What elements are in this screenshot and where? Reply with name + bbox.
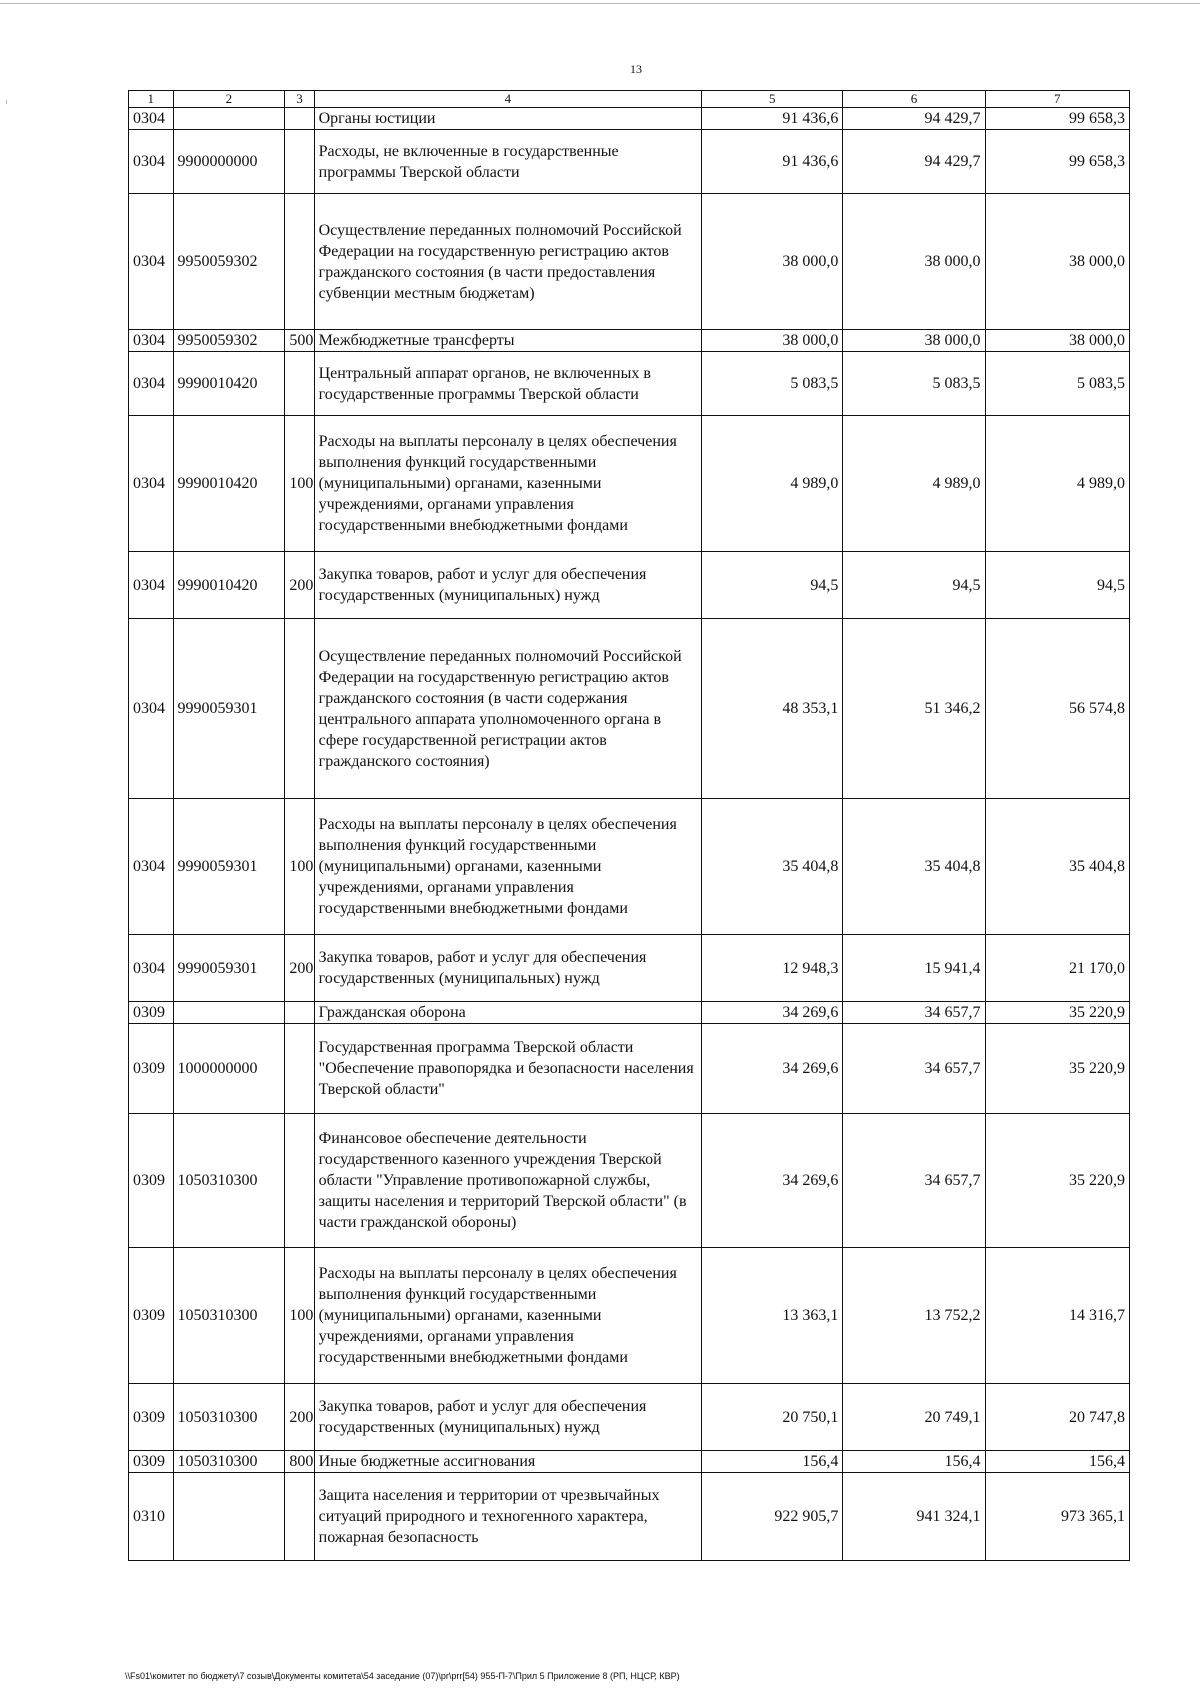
section-code: 0309 [129, 1451, 174, 1473]
table-row [129, 1002, 1130, 1024]
item-name: Закупка товаров, работ и услуг для обеспечения государственных (муниципальных) нужд [314, 552, 702, 619]
header-cell: 4 [314, 91, 702, 108]
item-name: Закупка товаров, работ и услуг для обеспечения государственных (муниципальных) нужд [314, 935, 702, 1002]
item-name: Финансовое обеспечение деятельности государственного казенного учреждения Тверской области "Управление противопожарной службы, защиты населения и территорий Тверской области" (в части гражданской обороны) [314, 1114, 702, 1248]
amount-col5: 4 989,0 [702, 416, 843, 552]
expense-type-code [285, 1002, 314, 1024]
amount-col6: 4 989,0 [843, 416, 985, 552]
target-code: 1050310300 [173, 1114, 285, 1248]
budget-table [128, 90, 1130, 1561]
amount-col6: 94 429,7 [843, 108, 985, 130]
amount-col6: 34 657,7 [843, 1114, 985, 1248]
section-code: 0309 [129, 1248, 174, 1384]
target-code: 9990010420 [173, 352, 285, 416]
item-name: Межбюджетные трансферты [314, 330, 702, 352]
expense-type-code [285, 1024, 314, 1114]
amount-col7: 5 083,5 [985, 352, 1129, 416]
section-code: 0304 [129, 330, 174, 352]
table-row [129, 1473, 1130, 1561]
expense-type-code: 100 [285, 1248, 314, 1384]
file-path-footer: \\Fs01\комитет по бюджету\7 созыв\Документы комитета\54 заседание (07)\pr\prr[54) 955-П-7\Прил 5 Приложение 8 (РП, НЦСР, КВР) [125, 1671, 680, 1681]
section-code: 0310 [129, 1473, 174, 1561]
expense-type-code: 200 [285, 552, 314, 619]
amount-col7: 14 316,7 [985, 1248, 1129, 1384]
amount-col6: 5 083,5 [843, 352, 985, 416]
target-code: 9990059301 [173, 799, 285, 935]
expense-type-code: 200 [285, 935, 314, 1002]
page-number: 13 [630, 62, 642, 76]
header-cell: 2 [173, 91, 285, 108]
amount-col6: 51 346,2 [843, 619, 985, 799]
expense-type-code: 200 [285, 1384, 314, 1451]
amount-col5: 34 269,6 [702, 1024, 843, 1114]
amount-col5: 34 269,6 [702, 1114, 843, 1248]
amount-col7: 99 658,3 [985, 108, 1129, 130]
amount-col7: 38 000,0 [985, 330, 1129, 352]
amount-col6: 94,5 [843, 552, 985, 619]
expense-type-code [285, 108, 314, 130]
target-code [173, 1002, 285, 1024]
target-code: 9990059301 [173, 619, 285, 799]
target-code: 9950059302 [173, 330, 285, 352]
section-code: 0304 [129, 194, 174, 330]
section-code: 0309 [129, 1024, 174, 1114]
target-code: 9990010420 [173, 416, 285, 552]
amount-col5: 5 083,5 [702, 352, 843, 416]
item-name: Государственная программа Тверской области "Обеспечение правопорядка и безопасности населения Тверской области" [314, 1024, 702, 1114]
item-name: Расходы на выплаты персоналу в целях обеспечения выполнения функций государственными (муниципальными) органами, казенными учреждениями, органами управления государственными внебюджетными фондами [314, 799, 702, 935]
amount-col7: 94,5 [985, 552, 1129, 619]
item-name: Осуществление переданных полномочий Российской Федерации на государственную регистрацию актов гражданского состояния (в части содержания центрального аппарата уполномоченного органа в сфере государственной регистрации актов гражданского состояния) [314, 619, 702, 799]
item-name: Гражданская оборона [314, 1002, 702, 1024]
scan-top-edge [0, 3, 1200, 4]
amount-col6: 38 000,0 [843, 194, 985, 330]
amount-col6: 38 000,0 [843, 330, 985, 352]
table-row [129, 935, 1130, 1002]
amount-col5: 922 905,7 [702, 1473, 843, 1561]
item-name: Осуществление переданных полномочий Российской Федерации на государственную регистрацию актов гражданского состояния (в части предоставления субвенции местным бюджетам) [314, 194, 702, 330]
target-code: 1050310300 [173, 1248, 285, 1384]
section-code: 0304 [129, 799, 174, 935]
header-row [129, 91, 1130, 108]
amount-col5: 38 000,0 [702, 330, 843, 352]
amount-col7: 35 220,9 [985, 1024, 1129, 1114]
item-name: Расходы на выплаты персоналу в целях обеспечения выполнения функций государственными (муниципальными) органами, казенными учреждениями, органами управления государственными внебюджетными фондами [314, 1248, 702, 1384]
table-row [129, 1384, 1130, 1451]
section-code: 0304 [129, 619, 174, 799]
table-row [129, 1024, 1130, 1114]
amount-col7: 99 658,3 [985, 130, 1129, 194]
target-code [173, 1473, 285, 1561]
amount-col7: 38 000,0 [985, 194, 1129, 330]
item-name: Закупка товаров, работ и услуг для обеспечения государственных (муниципальных) нужд [314, 1384, 702, 1451]
table-row [129, 352, 1130, 416]
expense-type-code [285, 194, 314, 330]
amount-col7: 20 747,8 [985, 1384, 1129, 1451]
item-name: Защита населения и территории от чрезвычайных ситуаций природного и техногенного характера, пожарная безопасность [314, 1473, 702, 1561]
section-code: 0304 [129, 935, 174, 1002]
section-code: 0304 [129, 108, 174, 130]
item-name: Расходы на выплаты персоналу в целях обеспечения выполнения функций государственными (муниципальными) органами, казенными учреждениями, органами управления государственными внебюджетными фондами [314, 416, 702, 552]
amount-col5: 20 750,1 [702, 1384, 843, 1451]
section-code: 0304 [129, 552, 174, 619]
expense-type-code: 100 [285, 416, 314, 552]
amount-col5: 94,5 [702, 552, 843, 619]
item-name: Иные бюджетные ассигнования [314, 1451, 702, 1473]
amount-col5: 34 269,6 [702, 1002, 843, 1024]
section-code: 0309 [129, 1114, 174, 1248]
section-code: 0304 [129, 416, 174, 552]
amount-col6: 13 752,2 [843, 1248, 985, 1384]
amount-col5: 91 436,6 [702, 108, 843, 130]
table-row [129, 552, 1130, 619]
expense-type-code [285, 352, 314, 416]
amount-col5: 48 353,1 [702, 619, 843, 799]
target-code: 1000000000 [173, 1024, 285, 1114]
section-code: 0304 [129, 130, 174, 194]
item-name: Расходы, не включенные в государственные программы Тверской области [314, 130, 702, 194]
amount-col5: 35 404,8 [702, 799, 843, 935]
amount-col7: 56 574,8 [985, 619, 1129, 799]
amount-col7: 156,4 [985, 1451, 1129, 1473]
table-row [129, 108, 1130, 130]
header-cell: 3 [285, 91, 314, 108]
table-row [129, 619, 1130, 799]
amount-col5: 38 000,0 [702, 194, 843, 330]
target-code: 9990059301 [173, 935, 285, 1002]
header-cell: 7 [985, 91, 1129, 108]
table-row [129, 1248, 1130, 1384]
amount-col6: 156,4 [843, 1451, 985, 1473]
expense-type-code: 500 [285, 330, 314, 352]
header-cell: 1 [129, 91, 174, 108]
amount-col6: 15 941,4 [843, 935, 985, 1002]
amount-col5: 156,4 [702, 1451, 843, 1473]
header-cell: 5 [702, 91, 843, 108]
section-code: 0309 [129, 1002, 174, 1024]
table-row [129, 1114, 1130, 1248]
target-code [173, 108, 285, 130]
amount-col6: 20 749,1 [843, 1384, 985, 1451]
expense-type-code [285, 1473, 314, 1561]
amount-col6: 35 404,8 [843, 799, 985, 935]
amount-col6: 34 657,7 [843, 1002, 985, 1024]
table-row [129, 330, 1130, 352]
amount-col5: 91 436,6 [702, 130, 843, 194]
item-name: Центральный аппарат органов, не включенных в государственные программы Тверской области [314, 352, 702, 416]
expense-type-code: 100 [285, 799, 314, 935]
scan-artifact [6, 100, 7, 104]
amount-col7: 35 220,9 [985, 1002, 1129, 1024]
table-row [129, 416, 1130, 552]
table-row [129, 194, 1130, 330]
target-code: 9990010420 [173, 552, 285, 619]
target-code: 1050310300 [173, 1451, 285, 1473]
expense-type-code [285, 619, 314, 799]
amount-col7: 35 404,8 [985, 799, 1129, 935]
amount-col5: 12 948,3 [702, 935, 843, 1002]
amount-col7: 973 365,1 [985, 1473, 1129, 1561]
amount-col7: 4 989,0 [985, 416, 1129, 552]
amount-col6: 34 657,7 [843, 1024, 985, 1114]
expense-type-code [285, 130, 314, 194]
amount-col6: 94 429,7 [843, 130, 985, 194]
section-code: 0309 [129, 1384, 174, 1451]
amount-col5: 13 363,1 [702, 1248, 843, 1384]
expense-type-code: 800 [285, 1451, 314, 1473]
target-code: 1050310300 [173, 1384, 285, 1451]
target-code: 9950059302 [173, 194, 285, 330]
item-name: Органы юстиции [314, 108, 702, 130]
expense-type-code [285, 1114, 314, 1248]
section-code: 0304 [129, 352, 174, 416]
amount-col7: 21 170,0 [985, 935, 1129, 1002]
table-row [129, 799, 1130, 935]
amount-col6: 941 324,1 [843, 1473, 985, 1561]
table-row [129, 130, 1130, 194]
header-cell: 6 [843, 91, 985, 108]
amount-col7: 35 220,9 [985, 1114, 1129, 1248]
table-row [129, 1451, 1130, 1473]
target-code: 9900000000 [173, 130, 285, 194]
